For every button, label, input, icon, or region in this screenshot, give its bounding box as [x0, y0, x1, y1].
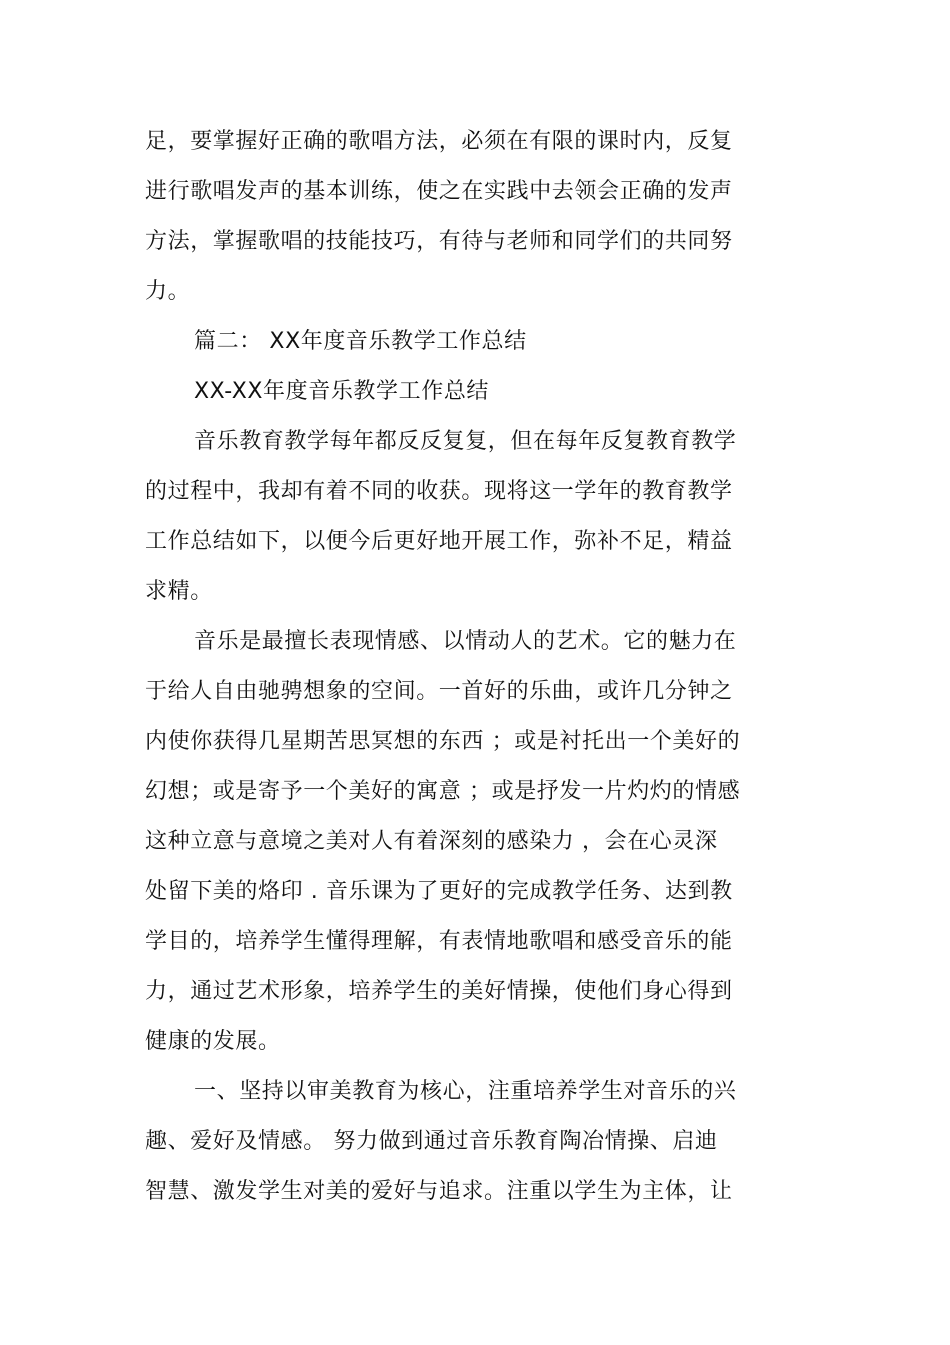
text-line: 这种立意与意境之美对人有着深刻的感染力 ，会在心灵深 [145, 829, 718, 854]
section-title: XX-XX年度音乐教学工作总结 [194, 379, 490, 404]
text-line: 力。 [145, 279, 191, 304]
text-line: 力，通过艺术形象，培养学生的美好情操，使他们身心得到 [145, 979, 733, 1004]
text-line: 工作总结如下，以便今后更好地开展工作，弥补不足，精益 [145, 529, 733, 554]
section-heading: 篇二： XX年度音乐教学工作总结 [194, 329, 527, 354]
text-line: 的过程中，我却有着不同的收获。现将这一学年的教育教学 [145, 479, 733, 504]
paragraph-first-line: 音乐是最擅长表现情感、以情动人的艺术。它的魅力在 [194, 629, 737, 654]
text-line: 处留下美的烙印 . 音乐课为了更好的完成教学任务、达到教 [145, 879, 733, 904]
text-line: 求精。 [145, 579, 213, 604]
text-line: 于给人自由驰骋想象的空间。一首好的乐曲，或许几分钟之 [145, 679, 733, 704]
text-line: 趣、爱好及情感。 努力做到通过音乐教育陶冶情操、启迪 [145, 1129, 718, 1154]
text-line: 健康的发展。 [145, 1029, 281, 1054]
text-line: 进行歌唱发声的基本训练，使之在实践中去领会正确的发声 [145, 179, 733, 204]
paragraph-first-line: 一、坚持以审美教育为核心，注重培养学生对音乐的兴 [194, 1079, 737, 1104]
text-line: 学目的，培养学生懂得理解，有表情地歌唱和感受音乐的能 [145, 929, 733, 954]
text-line: 方法，掌握歌唱的技能技巧，有待与老师和同学们的共同努 [145, 229, 733, 254]
text-line: 内使你获得几星期苦思冥想的东西 ；或是衬托出一个美好的 [145, 729, 741, 754]
paragraph-first-line: 音乐教育教学每年都反反复复，但在每年反复教育教学 [194, 429, 737, 454]
text-line: 足，要掌握好正确的歌唱方法，必须在有限的课时内，反复 [145, 129, 733, 154]
text-line: 幻想；或是寄予一个美好的寓意 ；或是抒发一片灼灼的情感 [145, 779, 741, 804]
text-line: 智慧、激发学生对美的爱好与追求。注重以学生为主体，让 [145, 1179, 733, 1204]
